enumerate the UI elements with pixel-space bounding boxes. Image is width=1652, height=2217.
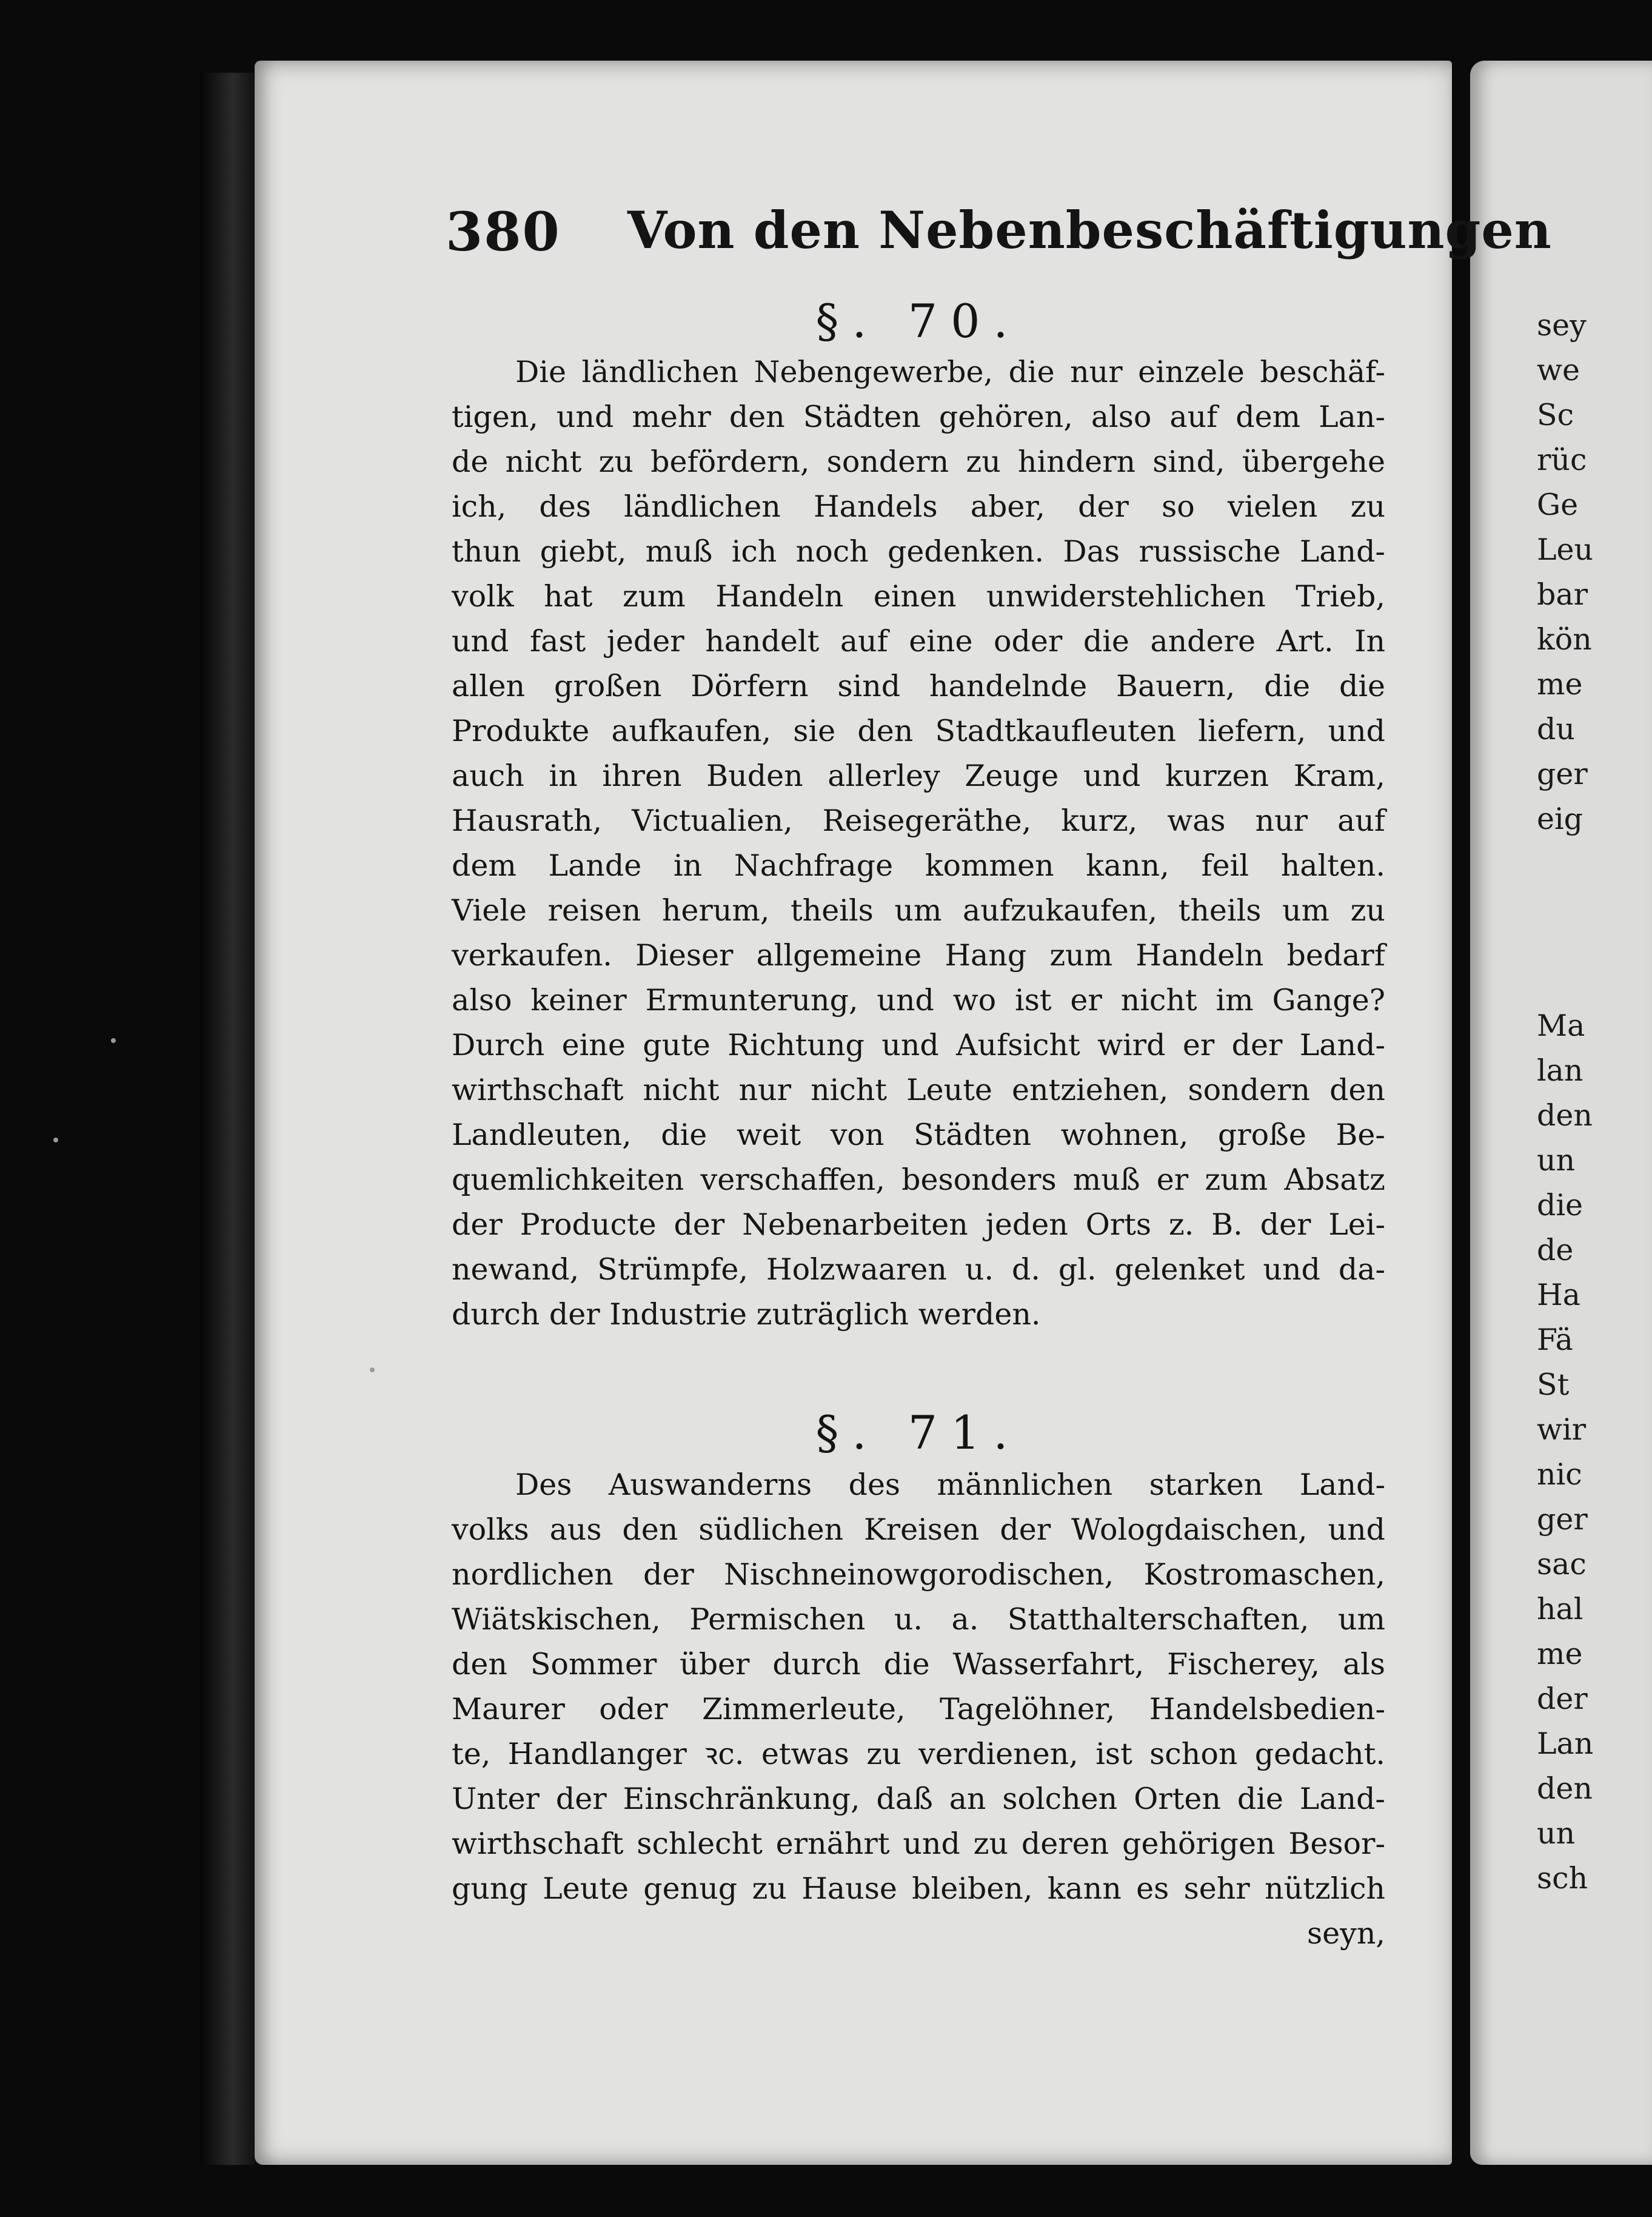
running-title: Von den Nebenbeschäftigungen: [627, 200, 1552, 260]
text-line: verkaufen. Dieser allgemeine Hang zum Handeln bedarf: [452, 938, 1385, 973]
text-line: gung Leute genug zu Hause bleiben, kann es sehr nützlich: [452, 1871, 1385, 1906]
book-spine-shadow: [200, 73, 255, 2165]
text-line: te, Handlanger ꝛc. etwas zu verdienen, ist schon gedacht.: [452, 1737, 1385, 1771]
edge-fragment: wir: [1537, 1412, 1587, 1447]
edge-fragment: Leu: [1537, 532, 1594, 567]
edge-fragment: die: [1537, 1188, 1583, 1223]
text-line: durch der Industrie zuträglich werden.: [452, 1297, 1041, 1332]
text-line: Die ländlichen Nebengewerbe, die nur einzele beschäf-: [515, 355, 1385, 389]
edge-fragment: kön: [1537, 622, 1592, 657]
scan-speck: [111, 1038, 116, 1043]
text-line: quemlichkeiten verschaffen, besonders muß er zum Absatz: [452, 1162, 1385, 1197]
edge-fragment: den: [1537, 1098, 1593, 1133]
text-line: tigen, und mehr den Städten gehören, also auf dem Lan-: [452, 400, 1385, 434]
text-line: newand, Strümpfe, Holzwaaren u. d. gl. gelenket und da-: [452, 1252, 1385, 1287]
edge-fragment: du: [1537, 712, 1575, 746]
section-71-body: [452, 1463, 1385, 1956]
section-heading-70: §. 70.: [815, 294, 1022, 348]
edge-fragment: sac: [1537, 1547, 1587, 1581]
text-line: also keiner Ermunterung, und wo ist er nicht im Gange?: [452, 983, 1385, 1018]
catchword: seyn,: [1307, 1916, 1385, 1951]
edge-fragment: sch: [1537, 1861, 1588, 1896]
edge-fragment: nic: [1537, 1457, 1582, 1492]
text-line: dem Lande in Nachfrage kommen kann, feil halten.: [452, 848, 1385, 883]
edge-fragment: Ma: [1537, 1008, 1585, 1043]
text-line: wirthschaft nicht nur nicht Leute entziehen, sondern den: [452, 1073, 1385, 1107]
edge-fragment: Sc: [1537, 398, 1574, 432]
edge-fragment: de: [1537, 1233, 1574, 1267]
edge-fragment: lan: [1537, 1053, 1583, 1088]
text-line: wirthschaft schlecht ernährt und zu deren gehörigen Besor-: [452, 1826, 1385, 1861]
edge-fragment: ger: [1537, 1502, 1588, 1537]
edge-fragment: Ha: [1537, 1278, 1580, 1312]
page-number: 380: [446, 200, 561, 263]
text-line: Landleuten, die weit von Städten wohnen, große Be-: [452, 1118, 1385, 1152]
edge-fragment: hal: [1537, 1592, 1583, 1626]
text-line: auch in ihren Buden allerley Zeuge und kurzen Kram,: [452, 759, 1385, 793]
text-line: Des Auswanderns des männlichen starken Land-: [515, 1467, 1385, 1502]
section-70-body: [452, 350, 1385, 1337]
edge-fragment: bar: [1537, 577, 1588, 612]
text-line: volk hat zum Handeln einen unwiderstehlichen Trieb,: [452, 579, 1385, 614]
edge-fragment: Fä: [1537, 1323, 1573, 1357]
edge-fragment: we: [1537, 353, 1580, 387]
text-line: und fast jeder handelt auf eine oder die andere Art. In: [452, 624, 1385, 659]
text-line: Wiätskischen, Permischen u. a. Statthalterschaften, um: [452, 1602, 1385, 1637]
section-heading-71: §. 71.: [815, 1406, 1022, 1460]
edge-fragment: un: [1537, 1143, 1576, 1178]
edge-fragment: Ge: [1537, 488, 1579, 522]
text-line: Durch eine gute Richtung und Aufsicht wird er der Land-: [452, 1028, 1385, 1062]
facing-page-upper-fragments: [1537, 303, 1594, 842]
edge-fragment: sey: [1537, 308, 1587, 343]
edge-fragment: den: [1537, 1771, 1593, 1806]
edge-fragment: me: [1537, 667, 1583, 702]
text-line: Unter der Einschränkung, daß an solchen Orten die Land-: [452, 1782, 1385, 1816]
edge-fragment: me: [1537, 1637, 1583, 1671]
text-line: de nicht zu befördern, sondern zu hindern sind, übergehe: [452, 444, 1385, 479]
edge-fragment: Lan: [1537, 1726, 1594, 1761]
page-header: [446, 182, 1552, 267]
text-line: ich, des ländlichen Handels aber, der so vielen zu: [452, 489, 1385, 524]
facing-page-lower-fragments: [1537, 1004, 1594, 1901]
edge-fragment: rüc: [1537, 443, 1587, 477]
text-line: der Producte der Nebenarbeiten jeden Orts z. B. der Lei-: [452, 1207, 1385, 1242]
scan-speck: [370, 1367, 375, 1372]
text-line: allen großen Dörfern sind handelnde Bauern, die die: [452, 669, 1385, 703]
text-line: Maurer oder Zimmerleute, Tagelöhner, Handelsbedien-: [452, 1692, 1385, 1726]
text-line: Viele reisen herum, theils um aufzukaufen, theils um zu: [452, 893, 1385, 928]
edge-fragment: un: [1537, 1816, 1576, 1851]
scan-speck: [53, 1138, 58, 1142]
text-line: Hausrath, Victualien, Reisegeräthe, kurz, was nur auf: [452, 803, 1385, 838]
text-line: den Sommer über durch die Wasserfahrt, Fischerey, als: [452, 1647, 1385, 1682]
edge-fragment: der: [1537, 1682, 1588, 1716]
edge-fragment: ger: [1537, 757, 1588, 791]
text-line: thun giebt, muß ich noch gedenken. Das russische Land-: [452, 534, 1385, 569]
text-line: nordlichen der Nischneinowgorodischen, Kostromaschen,: [452, 1557, 1385, 1592]
text-line: Produkte aufkaufen, sie den Stadtkaufleuten liefern, und: [452, 714, 1385, 748]
text-line: volks aus den südlichen Kreisen der Wologdaischen, und: [452, 1512, 1385, 1547]
edge-fragment: eig: [1537, 802, 1583, 836]
edge-fragment: St: [1537, 1367, 1570, 1402]
